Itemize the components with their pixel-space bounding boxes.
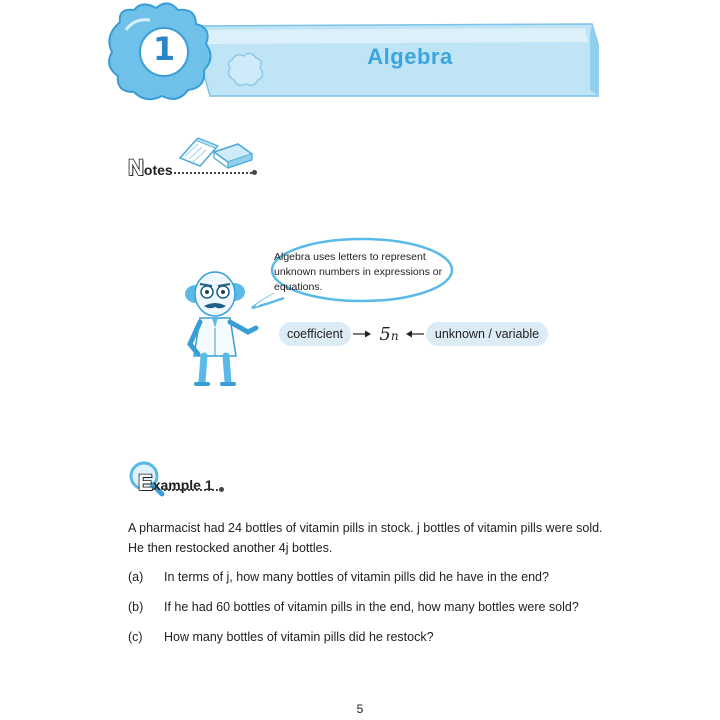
arrow-right-icon (352, 329, 372, 339)
question-a-label: (a) (128, 570, 144, 584)
question-a-text: In terms of j, how many bottles of vitamin pills did he have in the end? (164, 570, 549, 584)
question-b-text: If he had 60 bottles of vitamin pills in the end, how many bottles were sold? (164, 600, 579, 614)
notes-heading (128, 155, 173, 181)
problem-statement: A pharmacist had 24 bottles of vitamin pills in stock. j bottles of vitamin pills were sold. He then restocked another 4j bottles. (128, 521, 603, 555)
page-number: 5 (356, 702, 364, 716)
coefficient-label: coefficient (279, 322, 351, 346)
expression-coefficient: 5 (379, 324, 391, 345)
question-c-label: (c) (128, 630, 143, 644)
example-underline-dot (219, 487, 224, 492)
small-puzzle-piece-icon (228, 53, 262, 85)
expression-variable: n (390, 329, 399, 343)
notes-underline (174, 172, 256, 174)
chapter-title: Algebra (367, 44, 453, 69)
example-heading-initial: E (138, 470, 153, 495)
notes-heading-initial: N (128, 155, 144, 180)
example-heading-rest: xample 1 (152, 477, 213, 493)
arrow-left-icon (405, 329, 425, 339)
chapter-number: 1 (152, 30, 176, 68)
bubble-text: Algebra uses letters to represent unknown numbers in expressions or equations. (274, 251, 443, 293)
question-c-text: How many bottles of vitamin pills did he restock? (164, 630, 434, 644)
example-underline (164, 489, 222, 491)
question-b-label: (b) (128, 600, 144, 614)
variable-label: unknown / variable (426, 322, 548, 346)
algebraic-expression (372, 324, 406, 345)
example-heading (138, 470, 213, 496)
notes-heading-rest: otes (143, 162, 173, 178)
books-icon (176, 134, 256, 172)
